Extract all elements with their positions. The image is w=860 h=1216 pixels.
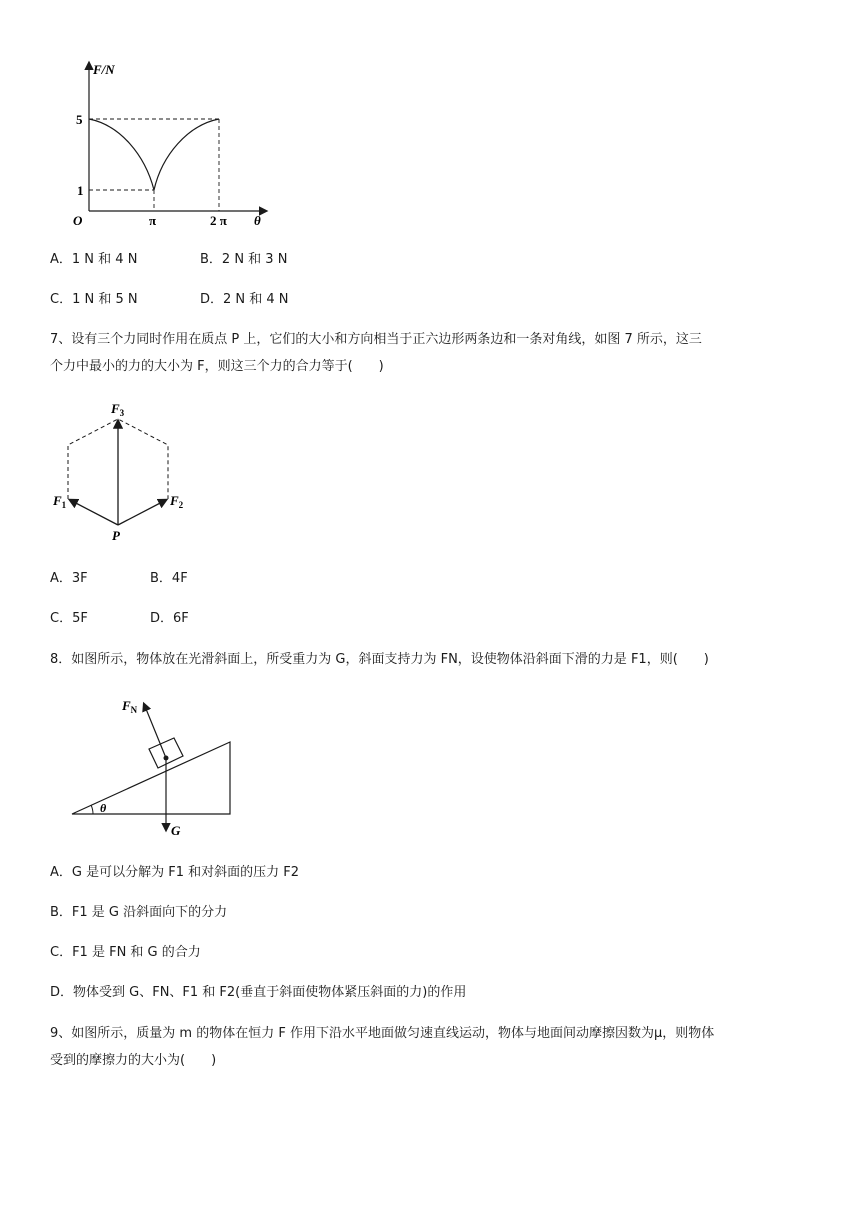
origin-label: O xyxy=(73,213,83,228)
q9-stem-line2: 受到的摩擦力的大小为( ) xyxy=(50,1053,217,1068)
q6-option-c: C．1 N 和 5 N xyxy=(50,292,138,307)
y-axis-label: F/N xyxy=(93,62,115,77)
angle-arc xyxy=(91,805,93,814)
q6-option-d: D．2 N 和 4 N xyxy=(200,292,289,307)
label-theta: θ xyxy=(100,801,107,815)
q6-option-a: A．1 N 和 4 N xyxy=(50,252,138,267)
q7-stem-line2: 个力中最小的力的大小为 F，则这三个力的合力等于( ) xyxy=(50,359,384,374)
label-fn: $F_N$ xyxy=(122,698,138,715)
y-tick-5: 5 xyxy=(76,112,83,127)
q8-stem: 8．如图所示，物体放在光滑斜面上，所受重力为 G，斜面支持力为 FN，设使物体沿斜面下滑的力是 F1，则( ) xyxy=(50,652,709,667)
x-axis-label: θ xyxy=(254,213,261,228)
label-f1: $F_1$ xyxy=(53,493,67,510)
force-angle-graph xyxy=(60,55,280,230)
hexagon-force-diagram xyxy=(45,395,205,550)
x-tick-2pi: 2 π xyxy=(210,213,227,228)
q9-stem-line1: 9、如图所示，质量为 m 的物体在恒力 F 作用下沿水平地面做匀速直线运动，物体与地面间动摩擦因数为μ，则物体 xyxy=(50,1026,715,1041)
label-f2: $F_2$ xyxy=(170,493,184,510)
q8-option-b: B．F1 是 G 沿斜面向下的分力 xyxy=(50,905,228,920)
q7-option-c: C．5F xyxy=(50,611,88,626)
x-tick-pi: π xyxy=(149,213,157,228)
label-p: P xyxy=(112,528,120,543)
y-tick-1: 1 xyxy=(77,183,84,198)
force-curve xyxy=(89,119,219,190)
q7-stem-line1: 7、设有三个力同时作用在质点 P 上，它们的大小和方向相当于正六边形两条边和一条对角线，如图 7 所示，这三 xyxy=(50,332,702,347)
incline-diagram xyxy=(65,690,245,840)
label-f3: $F_3$ xyxy=(111,401,125,418)
vector-f1 xyxy=(70,500,118,525)
q7-option-b: B．4F xyxy=(150,571,188,586)
q6-option-b: B．2 N 和 3 N xyxy=(200,252,288,267)
q8-option-a: A．G 是可以分解为 F1 和对斜面的压力 F2 xyxy=(50,865,299,880)
vector-f2 xyxy=(118,500,166,525)
q7-option-a: A．3F xyxy=(50,571,88,586)
q7-option-d: D．6F xyxy=(150,611,189,626)
q8-option-d: D．物体受到 G、FN、F1 和 F2(垂直于斜面使物体紧压斜面的力)的作用 xyxy=(50,985,467,1000)
q8-option-c: C．F1 是 FN 和 G 的合力 xyxy=(50,945,201,960)
label-g: G xyxy=(171,823,181,838)
